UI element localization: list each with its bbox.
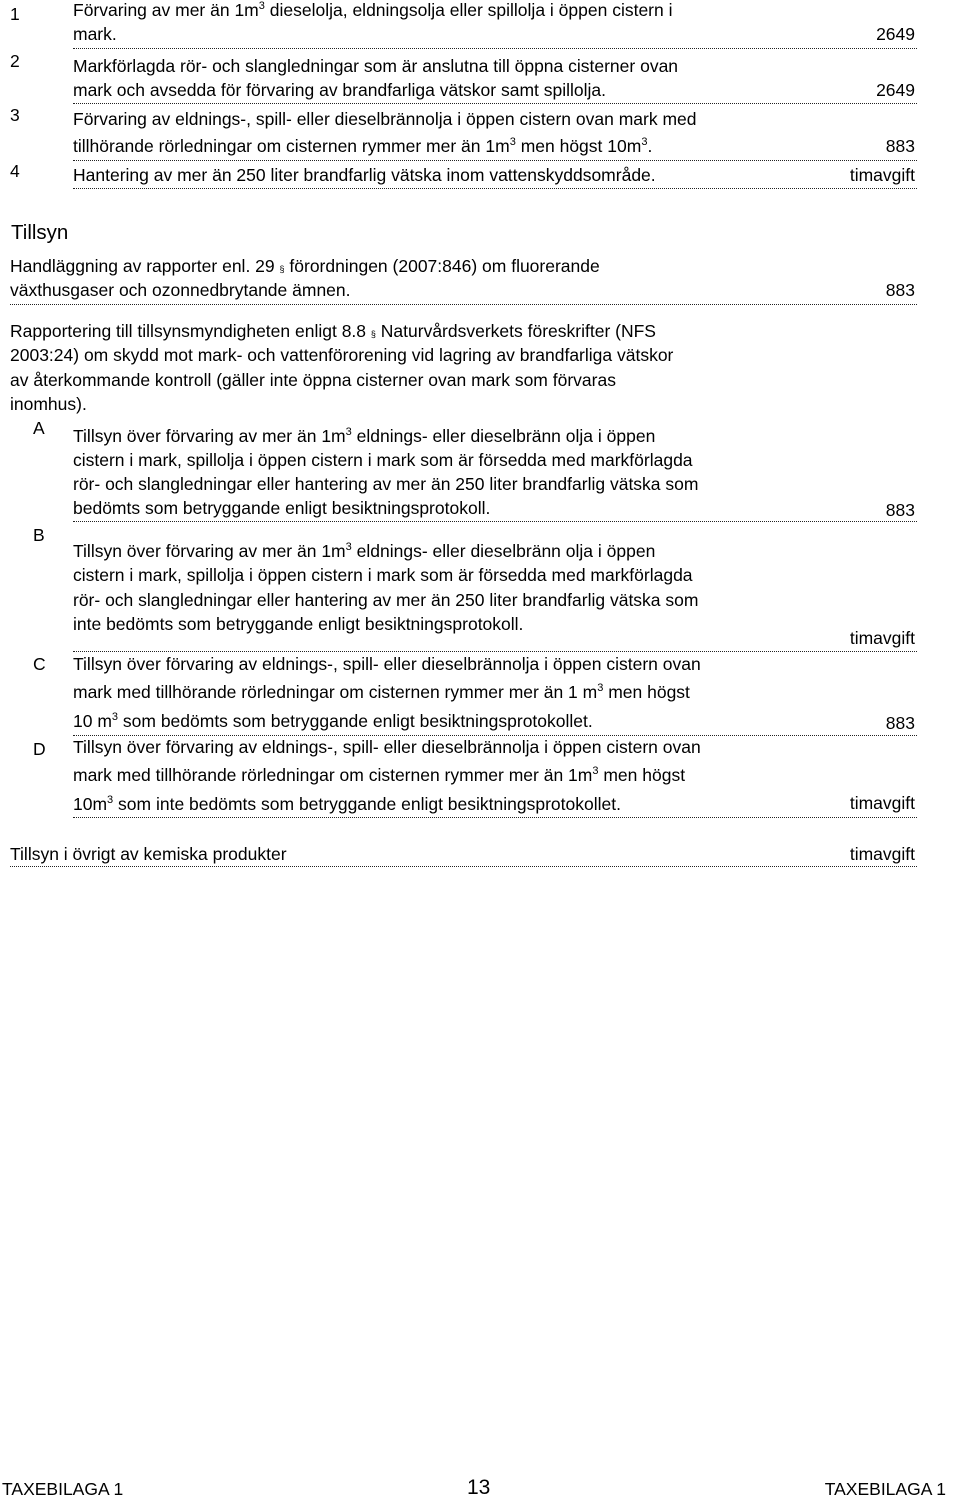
fee-value: 883 [885,280,915,300]
item-text-line: mark och avsedda för förvaring av brandfarliga vätskor samt spillolja. [73,80,607,100]
section-heading: Tillsyn [11,221,69,244]
fee-value: timavgift [849,844,915,864]
item-number: 4 [10,161,20,181]
item-number: 2 [10,51,20,71]
fee-value: 883 [885,500,915,520]
page-number: 13 [467,1476,491,1499]
item-text-line: cistern i mark, spillolja i öppen cistern i mark som är försedda med markförlagda [73,450,693,470]
item-letter: A [33,418,45,438]
paragraph-line: 2003:24) om skydd mot mark- och vattenförorening vid lagring av brandfarliga vätskor [10,345,674,365]
paragraph-line: Rapportering till tillsynsmyndigheten enligt 8.8 § Naturvårdsverkets föreskrifter (NFS [10,321,656,341]
item-text-line: bedömts som betryggande enligt besiktningsprotokoll. [73,498,491,518]
footer-left: TAXEBILAGA 1 [2,1479,124,1499]
item-text-line: Markförlagda rör- och slangledningar som är anslutna till öppna cisterner ovan [73,56,679,76]
fee-value: timavgift [849,165,915,185]
dotted-rule [10,866,917,867]
item-text-line: 10 $m^3$ som bedömts som betryggande enligt besiktningsprotokollet. [73,711,593,731]
fee-value: 2649 [876,80,915,100]
dotted-rule [73,651,917,652]
item-text-line: Tillsyn över förvaring av eldnings-, spill- eller dieselbrännolja i öppen cistern ovan [73,737,701,757]
item-text-line: Hantering av mer än 250 liter brandfarlig vätska inom vattenskyddsområde. [73,165,656,185]
item-text-line: Förvaring av mer än $1m^3$ dieselolja, eldningsolja eller spillolja i öppen cistern i [73,0,673,20]
paragraph-line: av återkommande kontroll (gäller inte öppna cisterner ovan mark som förvaras [10,370,616,390]
dotted-rule [73,521,917,522]
paragraph-line: växthusgaser och ozonnedbrytande ämnen. [10,280,351,300]
dotted-rule [73,735,917,736]
item-text-line: mark med tillhörande rörledningar om cisternen rymmer mer än 1 $m^3$ men högst [73,682,690,702]
dotted-rule [73,160,917,161]
item-text-line: rör- och slangledningar eller hantering av mer än 250 liter brandfarlig vätska som [73,590,699,610]
item-letter: D [33,739,46,759]
dotted-rule [10,304,917,305]
item-text-line: mark med tillhörande rörledningar om cisternen rymmer mer än $1m^3$ men högst [73,765,686,785]
item-text-line: tillhörande rörledningar om cisternen rymmer mer än $1m^3$ men högst $10m^3$. [73,136,653,156]
item-text-line: inte bedömts som betryggande enligt besiktningsprotokoll. [73,614,524,634]
paragraph-line: inomhus). [10,394,87,414]
fee-value: timavgift [849,793,915,813]
fee-value: 2649 [876,24,915,44]
item-text-line: cistern i mark, spillolja i öppen cistern i mark som är försedda med markförlagda [73,565,693,585]
item-number: 3 [10,105,20,125]
paragraph-line: Tillsyn i övrigt av kemiska produkter [10,844,287,864]
fee-value: 883 [885,136,915,156]
item-text-line: $10m^3$ som inte bedömts som betryggande enligt besiktningsprotokollet. [73,794,621,814]
dotted-rule [73,103,917,104]
item-text-line: rör- och slangledningar eller hantering av mer än 250 liter brandfarlig vätska som [73,474,699,494]
fee-value: timavgift [849,628,915,648]
footer-right: TAXEBILAGA 1 [824,1479,946,1499]
item-text-line: Tillsyn över förvaring av mer än $1m^3$ eldnings- eller dieselbränn olja i öppen [73,426,656,446]
dotted-rule [73,48,917,49]
dotted-rule [73,188,917,189]
item-text-line: Tillsyn över förvaring av mer än $1m^3$ eldnings- eller dieselbränn olja i öppen [73,541,656,561]
item-number: 1 [10,4,20,24]
item-text-line: Förvaring av eldnings-, spill- eller dieselbrännolja i öppen cistern ovan mark med [73,109,697,129]
fee-value: 883 [885,713,915,733]
dotted-rule [73,817,917,818]
paragraph-line: Handläggning av rapporter enl. 29 § förordningen (2007:846) om fluorerande [10,256,600,276]
item-text-line: Tillsyn över förvaring av eldnings-, spill- eller dieselbrännolja i öppen cistern ovan [73,654,701,674]
item-letter: C [33,654,46,674]
item-letter: B [33,525,45,545]
item-text-line: mark. [73,24,117,44]
